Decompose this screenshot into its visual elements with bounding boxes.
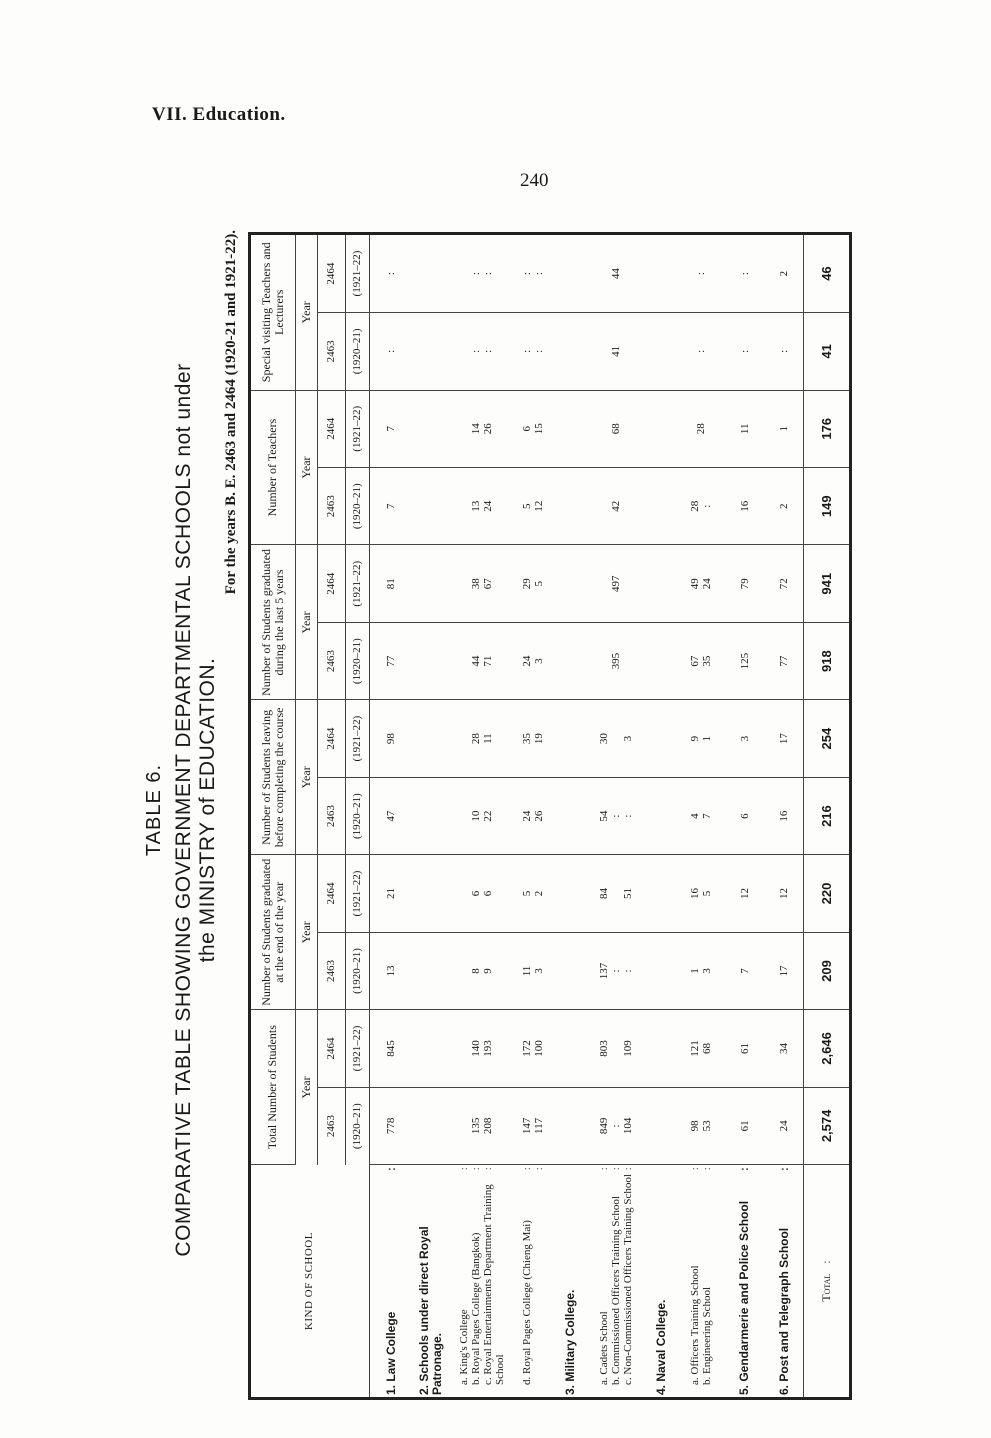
table-cell: 16 5 — [677, 855, 725, 932]
table-cell: : — [369, 313, 410, 390]
school-group-label — [555, 1165, 587, 1397]
leader-dots: : — [383, 1167, 398, 1172]
table-cell: 79 — [724, 545, 765, 622]
table-cell — [410, 390, 453, 467]
school-name: 5. Gendarmerie and Police School — [737, 1200, 752, 1395]
table-cell — [410, 545, 453, 622]
table-cell: : — [369, 235, 410, 313]
header-year-label: Year — [295, 855, 317, 1010]
school-name: b. Commissioned Officers Training School — [609, 1196, 622, 1385]
rotated-table-page — [140, 220, 860, 1400]
table-cell: 5 2 — [512, 855, 555, 932]
table-cell: 4 7 — [677, 777, 725, 854]
table-cell: : — [724, 313, 765, 390]
table-cell: 49 24 — [677, 545, 725, 622]
table-cell: 6 6 — [453, 855, 512, 932]
table-cell — [410, 932, 453, 1009]
school-name: b. Royal Pages College (Bangkok) — [470, 1232, 483, 1385]
header-year-code: 2463 — [317, 468, 345, 545]
table-cell — [555, 700, 587, 777]
table-row — [410, 235, 453, 1397]
total-cell: 209 — [804, 932, 849, 1009]
table-cell — [410, 700, 453, 777]
comparative-table-frame — [248, 232, 852, 1400]
comparative-table — [251, 235, 849, 1397]
header-period: (1920–21) — [345, 932, 369, 1009]
table-cell — [645, 622, 677, 699]
table-cell — [555, 1087, 587, 1164]
table-cell — [410, 777, 453, 854]
header-period: (1920–21) — [345, 777, 369, 854]
header-kind-of-school: KIND OF SCHOOL — [251, 1165, 369, 1397]
table-cell: 13 24 — [453, 468, 512, 545]
table-cell: 140 193 — [453, 1010, 512, 1087]
total-cell: 46 — [804, 235, 849, 313]
table-cell: 11 3 — [512, 932, 555, 1009]
table-cell: 845 — [369, 1010, 410, 1087]
table-cell: : : — [512, 235, 555, 313]
table-cell: 9 1 — [677, 700, 725, 777]
table-cell — [555, 855, 587, 932]
table-cell: 38 67 — [453, 545, 512, 622]
table-cell: 5 12 — [512, 468, 555, 545]
school-name: d. Royal Pages College (Chieng Mai) — [521, 1220, 534, 1385]
table-titles — [140, 220, 245, 1400]
school-name: c. Non-Commissioned Officers Training School — [621, 1174, 634, 1385]
school-name: a. Cadets School — [597, 1311, 610, 1385]
table-cell: 24 26 — [512, 777, 555, 854]
table-cell: 17 — [765, 932, 803, 1009]
table-cell: 77 — [369, 622, 410, 699]
table-cell — [410, 1087, 453, 1164]
school-name: 1. Law College — [383, 1311, 398, 1395]
table-row — [586, 235, 645, 1397]
school-name: a. King's College — [458, 1309, 471, 1385]
school-name: a. Officers Training School — [688, 1265, 701, 1385]
total-label: Total — [819, 1273, 834, 1302]
table-cell: 68 — [586, 390, 645, 467]
table-cell: : — [724, 235, 765, 313]
table-title: COMPARATIVE TABLE SHOWING GOVERNMENT DEPARTMENTAL SCHOOLS not under the MINISTRY of EDUCATION. — [172, 363, 219, 1257]
school-name: 6. Post and Telegraph School — [776, 1227, 791, 1395]
table-cell: 7 — [369, 390, 410, 467]
table-cell: 77 — [765, 622, 803, 699]
table-cell: : — [677, 235, 725, 313]
total-cell: 2,646 — [804, 1010, 849, 1087]
table-cell — [645, 1010, 677, 1087]
school-name: 4. Naval College. — [653, 1299, 668, 1395]
table-cell — [645, 235, 677, 313]
header-year-code: 2464 — [317, 1010, 345, 1087]
header-period: (1921–22) — [345, 1010, 369, 1087]
table-cell: 135 208 — [453, 1087, 512, 1164]
table-cell: 395 — [586, 622, 645, 699]
total-row — [804, 235, 849, 1397]
table-cell: 34 — [765, 1010, 803, 1087]
school-sub-label — [453, 1165, 512, 1397]
page-number: 240 — [520, 170, 549, 191]
header-period: (1920–21) — [345, 313, 369, 390]
table-label: TABLE 6. — [143, 763, 165, 857]
table-cell: 47 — [369, 777, 410, 854]
header-year-code: 2463 — [317, 313, 345, 390]
table-cell: : — [677, 313, 725, 390]
table-cell: 28 — [677, 390, 725, 467]
header-year-code: 2464 — [317, 235, 345, 313]
table-cell: 24 — [765, 1087, 803, 1164]
table-cell: 28 11 — [453, 700, 512, 777]
table-cell — [555, 313, 587, 390]
table-cell: 121 68 — [677, 1010, 725, 1087]
header-period: (1920–21) — [345, 468, 369, 545]
table-years-line: For the years B. E. 2463 and 2464 (1920-21 and 1921-22). — [223, 230, 239, 595]
header-year-label: Year — [295, 235, 317, 390]
table-cell: 98 — [369, 700, 410, 777]
total-cell: 2,574 — [804, 1087, 849, 1164]
leader-dots: : — [819, 1260, 834, 1264]
total-label-cell — [804, 1165, 849, 1397]
school-name: 2. Schools under direct Royal Patronage. — [417, 1226, 445, 1395]
header-year-label: Year — [295, 390, 317, 545]
header-year-code: 2464 — [317, 700, 345, 777]
total-cell: 918 — [804, 622, 849, 699]
table-cell — [410, 1010, 453, 1087]
header-year-label: Year — [295, 545, 317, 700]
header-year-code: 2463 — [317, 777, 345, 854]
table-cell: 42 — [586, 468, 645, 545]
header-group-1: Total Number of Students — [251, 1010, 295, 1165]
table-cell: 16 — [724, 468, 765, 545]
table-cell — [555, 390, 587, 467]
table-cell: 61 — [724, 1087, 765, 1164]
table-cell — [555, 777, 587, 854]
table-row — [453, 235, 512, 1397]
table-cell: 172 100 — [512, 1010, 555, 1087]
total-cell: 941 — [804, 545, 849, 622]
school-name: 3. Military College. — [562, 1289, 577, 1395]
table-cell: 6 — [724, 777, 765, 854]
table-cell: 12 — [765, 855, 803, 932]
table-cell: 72 — [765, 545, 803, 622]
table-cell: 35 19 — [512, 700, 555, 777]
table-cell — [410, 855, 453, 932]
table-cell: 6 15 — [512, 390, 555, 467]
table-cell: 81 — [369, 545, 410, 622]
table-cell: 30 3 — [586, 700, 645, 777]
table-cell — [645, 855, 677, 932]
table-row — [765, 235, 803, 1397]
table-cell — [410, 622, 453, 699]
table-cell: 14 26 — [453, 390, 512, 467]
table-row — [512, 235, 555, 1397]
table-row — [645, 235, 677, 1397]
table-cell: 29 5 — [512, 545, 555, 622]
table-row — [724, 235, 765, 1397]
header-group-5: Number of Teachers — [251, 390, 295, 545]
total-cell: 41 — [804, 313, 849, 390]
total-cell: 216 — [804, 777, 849, 854]
leader-dots: : : — [521, 1167, 546, 1171]
table-cell — [410, 235, 453, 313]
leader-dots: : — [737, 1167, 752, 1172]
table-cell — [645, 313, 677, 390]
table-cell: 8 9 — [453, 932, 512, 1009]
school-group-label — [724, 1165, 765, 1397]
table-cell: 41 — [586, 313, 645, 390]
header-year-label: Year — [295, 700, 317, 855]
section-heading: VII. Education. — [152, 104, 286, 125]
table-cell — [555, 1010, 587, 1087]
table-cell — [555, 622, 587, 699]
school-name: c. Royal Entertainments Department Training School — [482, 1184, 507, 1385]
school-sub-label — [512, 1165, 555, 1397]
header-year-code: 2463 — [317, 1087, 345, 1164]
table-cell: 12 — [724, 855, 765, 932]
total-cell: 220 — [804, 855, 849, 932]
table-row — [677, 235, 725, 1397]
table-cell — [645, 1087, 677, 1164]
table-cell: 1 3 — [677, 932, 725, 1009]
table-cell — [555, 932, 587, 1009]
table-cell: : — [765, 313, 803, 390]
table-cell: 28 : — [677, 468, 725, 545]
table-cell: 3 — [724, 700, 765, 777]
table-cell — [645, 700, 677, 777]
header-year-code: 2464 — [317, 855, 345, 932]
header-year-code: 2464 — [317, 390, 345, 467]
header-period: (1920–21) — [345, 622, 369, 699]
header-year-label: Year — [295, 1010, 317, 1165]
table-cell: 17 — [765, 700, 803, 777]
header-period: (1921–22) — [345, 700, 369, 777]
table-cell: 125 — [724, 622, 765, 699]
total-cell: 254 — [804, 700, 849, 777]
table-cell: 11 — [724, 390, 765, 467]
table-cell: 1 — [765, 390, 803, 467]
table-cell: : : — [453, 313, 512, 390]
table-cell — [410, 313, 453, 390]
header-period: (1921–22) — [345, 235, 369, 313]
total-cell: 176 — [804, 390, 849, 467]
table-cell: 137 : : — [586, 932, 645, 1009]
table-cell: 497 — [586, 545, 645, 622]
leader-dots: : : — [688, 1167, 713, 1171]
header-group-6: Special visiting Teachers and Lecturers — [251, 235, 295, 390]
school-group-label — [765, 1165, 803, 1397]
table-cell: 2 — [765, 468, 803, 545]
header-year-code: 2463 — [317, 932, 345, 1009]
header-year-code: 2464 — [317, 545, 345, 622]
table-cell: 21 — [369, 855, 410, 932]
table-cell — [645, 932, 677, 1009]
table-cell — [555, 545, 587, 622]
header-period: (1921–22) — [345, 545, 369, 622]
table-cell — [645, 545, 677, 622]
school-group-label — [369, 1165, 410, 1397]
table-body — [369, 235, 849, 1397]
table-cell: : : — [512, 313, 555, 390]
header-group-4: Number of Students graduated during the last 5 years — [251, 545, 295, 700]
table-cell — [645, 468, 677, 545]
table-cell — [555, 468, 587, 545]
school-sub-label — [677, 1165, 725, 1397]
school-group-label — [645, 1165, 677, 1397]
header-group-3: Number of Students leaving before completing the course — [251, 700, 295, 855]
header-group-2: Number of Students graduated at the end of the year — [251, 855, 295, 1010]
table-cell: 147 117 — [512, 1087, 555, 1164]
total-cell: 149 — [804, 468, 849, 545]
leader-dots: : : : — [597, 1167, 634, 1171]
table-row — [369, 235, 410, 1397]
table-cell — [645, 390, 677, 467]
table-cell: 98 53 — [677, 1087, 725, 1164]
table-cell: 61 — [724, 1010, 765, 1087]
table-cell: 849 : 104 — [586, 1087, 645, 1164]
header-period: (1920–21) — [345, 1087, 369, 1164]
header-period: (1921–22) — [345, 390, 369, 467]
table-cell: 10 22 — [453, 777, 512, 854]
table-cell: 24 3 — [512, 622, 555, 699]
table-cell — [410, 468, 453, 545]
table-row — [555, 235, 587, 1397]
table-cell: 54 : : — [586, 777, 645, 854]
table-cell: 13 — [369, 932, 410, 1009]
table-cell — [645, 777, 677, 854]
header-period: (1921–22) — [345, 855, 369, 932]
school-group-label — [410, 1165, 453, 1397]
leader-dots: : — [776, 1167, 791, 1172]
table-cell: 44 71 — [453, 622, 512, 699]
table-cell: 7 — [369, 468, 410, 545]
table-cell: 803 109 — [586, 1010, 645, 1087]
table-cell: 7 — [724, 932, 765, 1009]
table-cell: 16 — [765, 777, 803, 854]
table-cell: : : — [453, 235, 512, 313]
table-cell: 778 — [369, 1087, 410, 1164]
table-cell: 44 — [586, 235, 645, 313]
school-sub-label — [586, 1165, 645, 1397]
table-cell: 67 35 — [677, 622, 725, 699]
table-cell — [555, 235, 587, 313]
header-year-code: 2463 — [317, 622, 345, 699]
leader-dots: : : : — [458, 1167, 495, 1171]
school-name: b. Engineering School — [700, 1286, 713, 1385]
table-cell: 84 51 — [586, 855, 645, 932]
table-cell: 2 — [765, 235, 803, 313]
